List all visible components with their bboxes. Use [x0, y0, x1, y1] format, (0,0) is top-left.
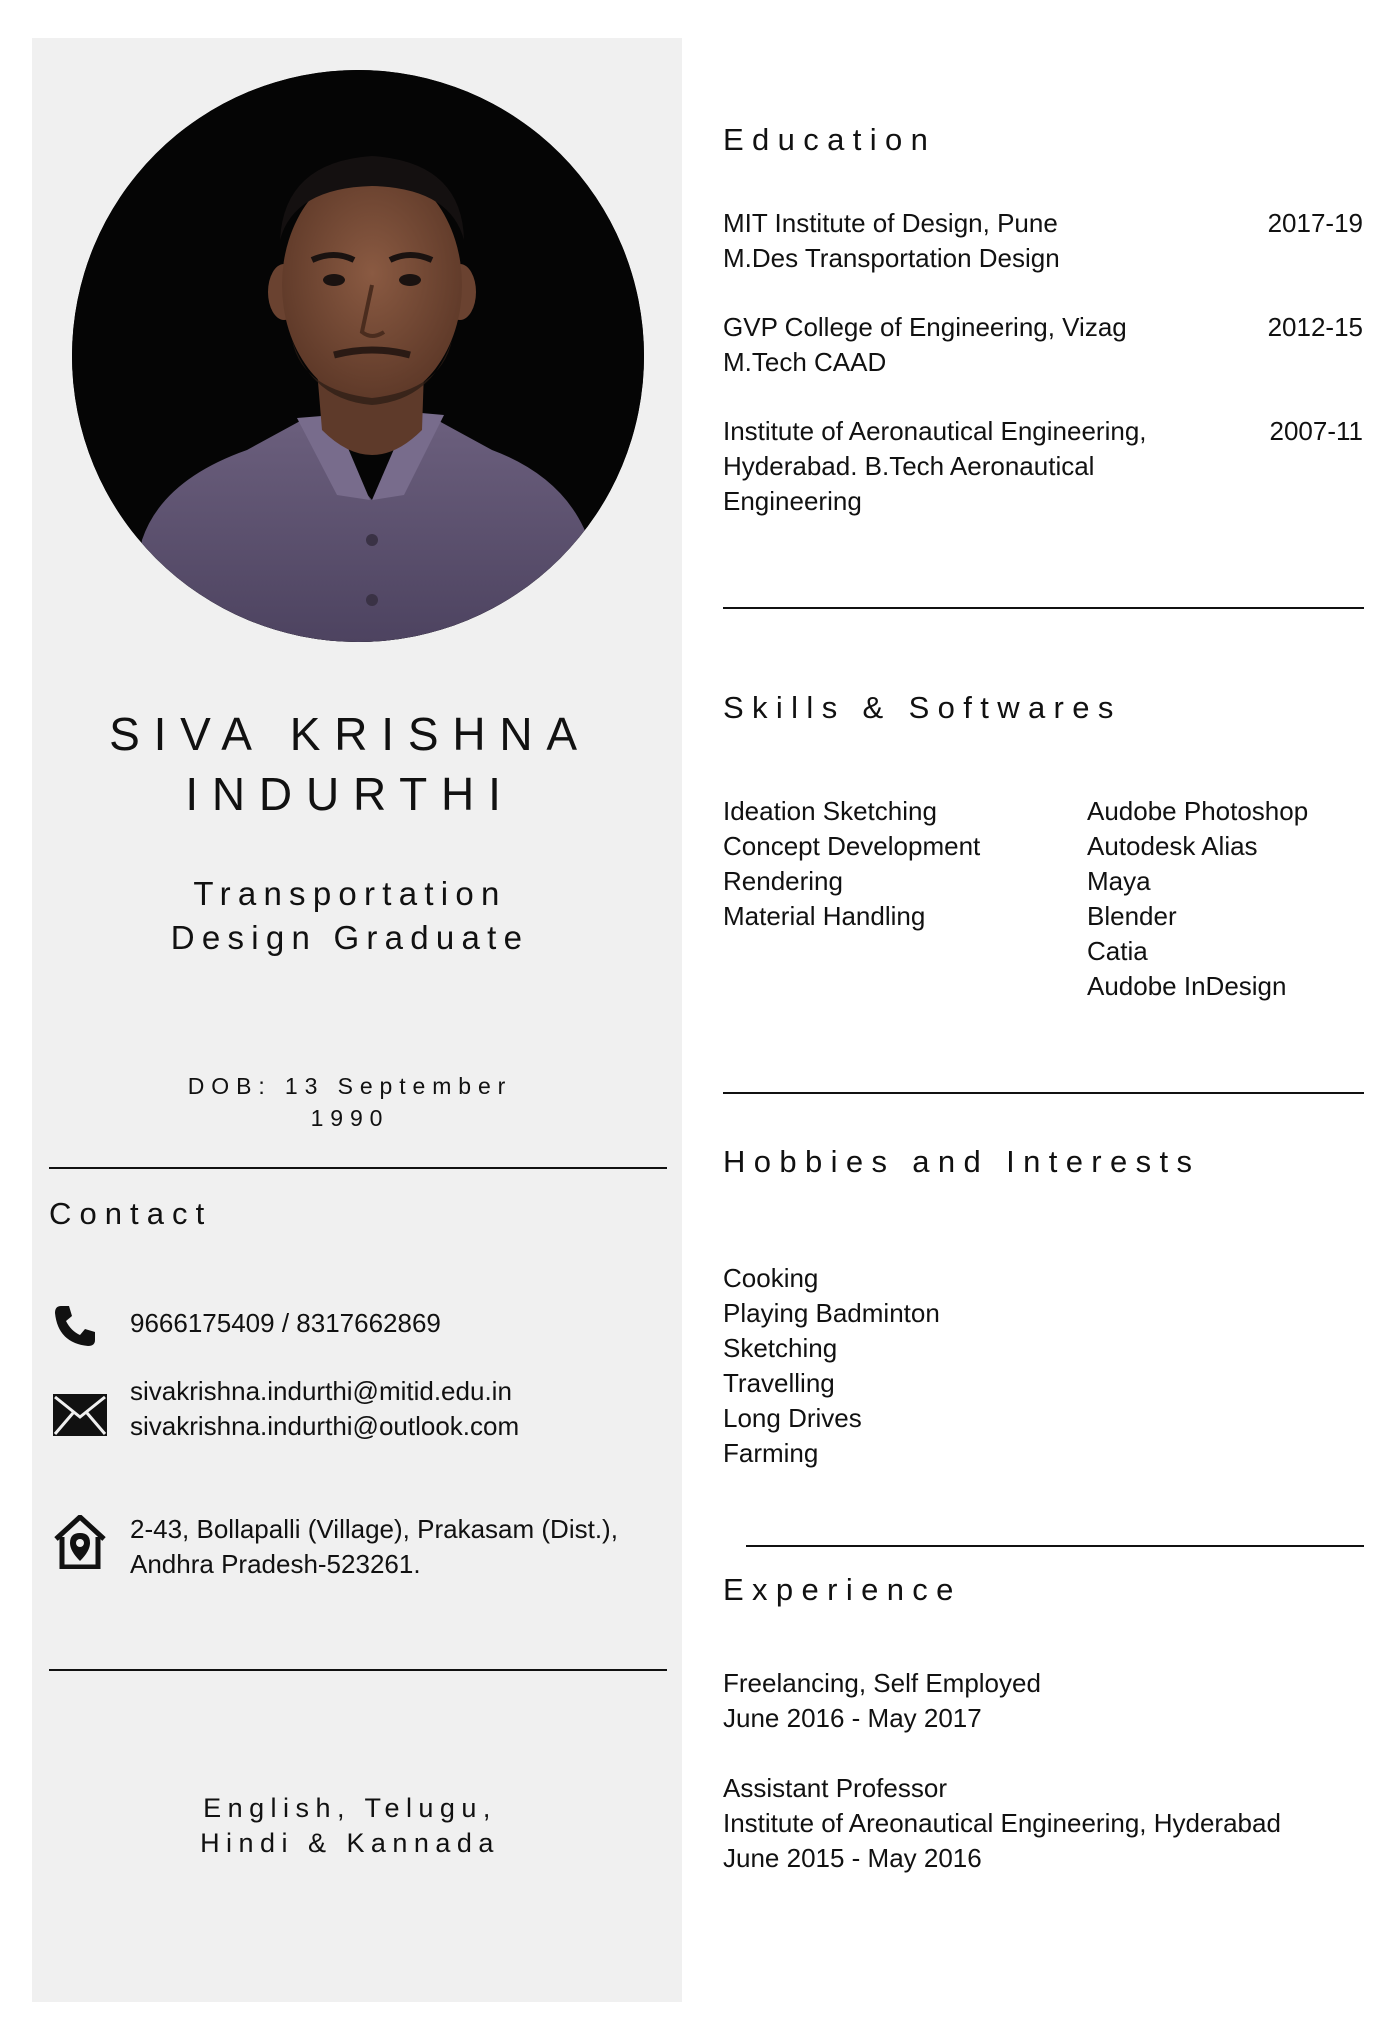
education-details	[723, 310, 1183, 380]
list-item: Long Drives	[723, 1403, 862, 1433]
divider	[746, 1545, 1364, 1547]
education-years: 2012-15	[1267, 312, 1363, 342]
contact-heading: Contact	[49, 1196, 213, 1231]
degree: M.Tech CAAD	[723, 347, 887, 377]
postal-address	[130, 1512, 618, 1582]
name-line-1: SIVA KRISHNA	[109, 708, 591, 760]
address-line-2: Andhra Pradesh-523261.	[130, 1549, 421, 1579]
experience-role: Freelancing, Self Employed	[723, 1668, 1041, 1698]
divider	[49, 1167, 667, 1169]
languages-line-2: Hindi & Kannada	[200, 1828, 500, 1858]
degree-continued: Engineering	[723, 486, 862, 516]
experience-dates: June 2015 - May 2016	[723, 1843, 982, 1873]
list-item: Audobe Photoshop	[1087, 796, 1309, 826]
list-item: Rendering	[723, 866, 843, 896]
list-item: Farming	[723, 1438, 819, 1468]
email-addresses	[130, 1374, 519, 1444]
envelope-icon	[52, 1393, 108, 1442]
hobbies-list	[723, 1261, 940, 1471]
education-years: 2017-19	[1267, 208, 1363, 238]
dob-line-2: 1990	[310, 1105, 390, 1131]
education-heading: Education	[723, 122, 937, 157]
languages	[60, 1791, 640, 1861]
experience-item	[723, 1666, 1041, 1736]
list-item: Material Handling	[723, 901, 926, 931]
email-secondary[interactable]: sivakrishna.indurthi@outlook.com	[130, 1411, 520, 1441]
list-item: Audobe InDesign	[1087, 971, 1287, 1001]
list-item: Playing Badminton	[723, 1298, 940, 1328]
home-location-icon	[54, 1515, 106, 1574]
list-item: Catia	[1087, 936, 1148, 966]
experience-heading: Experience	[723, 1572, 962, 1607]
institution: GVP College of Engineering, Vizag	[723, 312, 1127, 342]
list-item: Cooking	[723, 1263, 819, 1293]
phone-icon	[52, 1303, 98, 1354]
name-line-2: INDURTHI	[185, 768, 515, 820]
divider	[723, 1092, 1364, 1094]
degree: Hyderabad. B.Tech Aeronautical	[723, 451, 1095, 481]
education-years: 2007-11	[1269, 416, 1363, 446]
institution: MIT Institute of Design, Pune	[723, 208, 1058, 238]
job-title-line-2: Design Graduate	[170, 919, 530, 956]
hobbies-heading: Hobbies and Interests	[723, 1144, 1201, 1179]
experience-organization: Institute of Areonautical Engineering, Hyderabad	[723, 1808, 1281, 1838]
experience-item	[723, 1771, 1281, 1876]
education-details	[723, 206, 1183, 276]
divider	[49, 1669, 667, 1671]
divider	[723, 607, 1364, 609]
skills-heading: Skills & Softwares	[723, 690, 1122, 725]
full-name	[60, 704, 640, 824]
email-primary[interactable]: sivakrishna.indurthi@mitid.edu.in	[130, 1376, 512, 1406]
job-title	[60, 872, 640, 960]
dob-line-1: DOB: 13 September	[187, 1073, 513, 1099]
address-line-1: 2-43, Bollapalli (Village), Prakasam (Dist.),	[130, 1514, 618, 1544]
list-item: Maya	[1087, 866, 1151, 896]
list-item: Sketching	[723, 1333, 838, 1363]
job-title-line-1: Transportation	[193, 875, 507, 912]
profile-photo	[72, 70, 644, 642]
experience-dates: June 2016 - May 2017	[723, 1703, 982, 1733]
list-item: Travelling	[723, 1368, 835, 1398]
list-item: Blender	[1087, 901, 1177, 931]
institution: Institute of Aeronautical Engineering,	[723, 416, 1147, 446]
skills-list	[723, 794, 980, 934]
degree: M.Des Transportation Design	[723, 243, 1060, 273]
list-item: Ideation Sketching	[723, 796, 937, 826]
phone-number[interactable]: 9666175409 / 8317662869	[130, 1308, 441, 1338]
software-list	[1087, 794, 1308, 1004]
experience-role: Assistant Professor	[723, 1773, 947, 1803]
date-of-birth	[60, 1070, 640, 1134]
education-details	[723, 414, 1183, 519]
list-item: Autodesk Alias	[1087, 831, 1258, 861]
list-item: Concept Development	[723, 831, 981, 861]
languages-line-1: English, Telugu,	[203, 1793, 497, 1823]
